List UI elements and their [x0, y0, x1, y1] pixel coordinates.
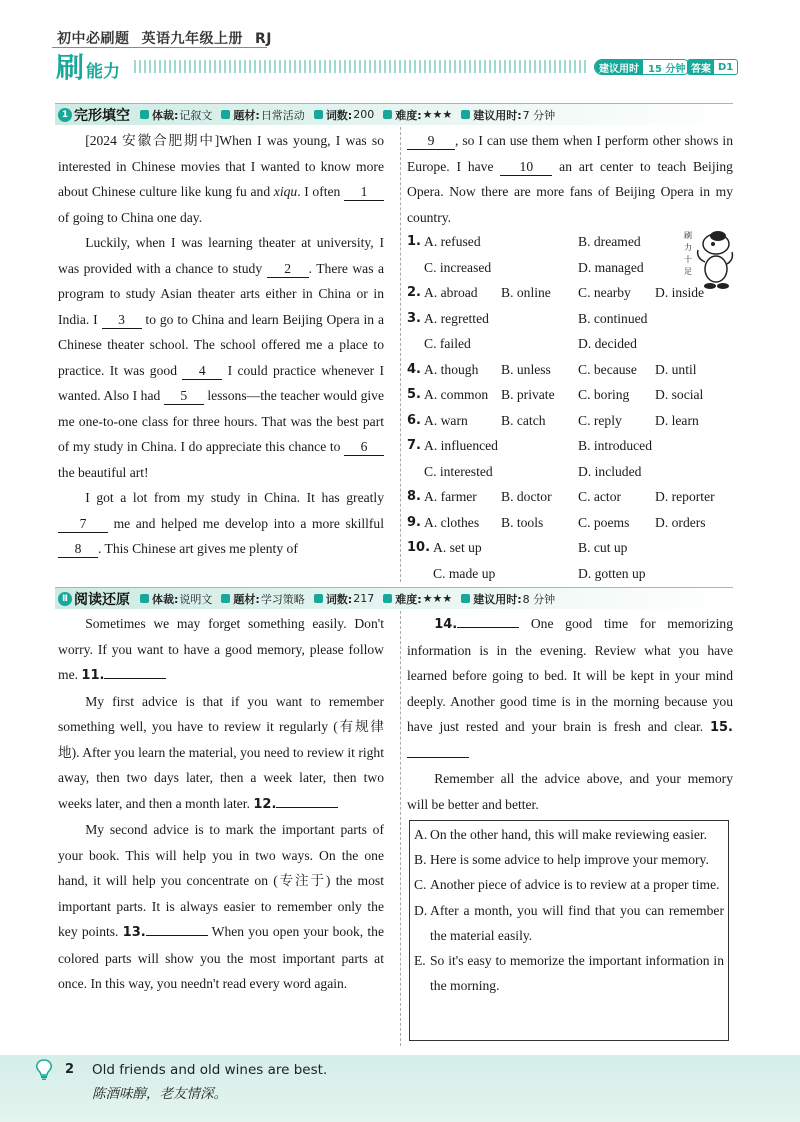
option-row: 7. A. influenced B. introduced: [407, 433, 737, 459]
option-a[interactable]: A. regretted: [424, 310, 489, 326]
paragraph: [2024 安徽合肥期中]When I was young, I was so interested in Chinese movies that I wanted to know more about Chinese culture like kung fu and xiqu. I often 1 of going to China one day.: [58, 133, 385, 225]
option-d[interactable]: D. reporter: [655, 489, 715, 504]
option-a[interactable]: A. abroad: [424, 285, 478, 300]
topic-value: 学习策略: [260, 592, 305, 606]
reading-passage-right: [407, 611, 733, 817]
option-row: [407, 561, 737, 587]
question-14-number: 14.: [434, 617, 458, 632]
section-title: 完形填空: [74, 107, 130, 124]
option-a[interactable]: A. common: [424, 387, 489, 402]
time-value: 7 分钟: [522, 108, 556, 122]
edition-tag: RJ: [255, 31, 272, 47]
blank-12[interactable]: [276, 807, 338, 808]
paragraph: Luckily, when I was learning theater at university, I was provided with a chance to study 2 . There was a program to study Asian theater arts either in China or in India. I 3 to go to China and learn Beijing Opera in a Chinese theater school. The school offered me a place to practice. It was good 4 I could practice whenever I wanted. Also I had 5 lessons—the teacher would give me one-to-one class for three hours. That was the best part of my study in China. I do appreciate this chance to 6 the beautiful art!: [58, 235, 384, 480]
option-a[interactable]: A. refused: [424, 234, 481, 249]
section-number: Ⅱ: [58, 592, 72, 606]
blank-2[interactable]: 2: [267, 260, 309, 278]
difficulty-icon: [383, 594, 392, 603]
svg-text:力: 力: [684, 243, 692, 252]
option-b[interactable]: B. unless: [501, 361, 551, 377]
blank-10[interactable]: 10: [500, 158, 552, 176]
blank-13[interactable]: [146, 935, 208, 936]
option-d[interactable]: D. until: [655, 361, 697, 377]
option-d[interactable]: D. included: [578, 463, 642, 479]
question-11-number: 11.: [81, 668, 105, 683]
decorative-hatch: [134, 60, 586, 73]
word-count-icon: [314, 110, 323, 119]
section-bar-reading: Ⅱ 阅读还原 体裁: 说明文 题材: 学习策略 词数: 217 难度: ★★★ 建议用时: 8 分钟: [55, 587, 733, 609]
option-row: 9. A. clothes B. tools C. poems D. orders: [407, 510, 737, 536]
mascot-text: 刷: [684, 231, 692, 240]
word-count-value: 217: [353, 592, 375, 605]
option-d[interactable]: D. orders: [655, 514, 706, 530]
section-number: 1: [58, 108, 72, 122]
blank-3[interactable]: 3: [102, 311, 142, 329]
option-b[interactable]: B. introduced: [578, 438, 652, 453]
option-c[interactable]: C. failed: [424, 336, 471, 351]
option-item-e[interactable]: E. So it's easy to memorize the important information in the morning.: [414, 953, 724, 994]
brand-logo: [56, 53, 120, 83]
blank-9[interactable]: 9: [407, 132, 455, 150]
option-c[interactable]: C. because: [578, 361, 637, 377]
genre-value: 记叙文: [179, 108, 213, 122]
blank-15[interactable]: [407, 757, 469, 758]
mascot-icon: [680, 224, 736, 294]
proverb-chinese: 陈酒味醇，老友情深。: [92, 1086, 227, 1102]
option-row: 4. A. though B. unless C. because D. until: [407, 357, 737, 383]
paragraph: Remember all the advice above, and your memory will be better and better.: [407, 771, 733, 812]
paragraph: My first advice is that if you want to remember something well, you have to review it regularly (有规律地). After you learn the material, you need to review it right away, then two days later, then a week later, then two weeks later, and then a month later. 12.: [58, 693, 384, 812]
genre-icon: [140, 110, 149, 119]
paragraph: Sometimes we may forget something easily. Don't worry. If you want to have a good memory, please follow me. 11.: [58, 616, 384, 683]
option-b[interactable]: B. private: [501, 387, 555, 402]
option-b[interactable]: B. online: [501, 285, 551, 300]
option-a[interactable]: A. though: [424, 361, 479, 377]
cloze-passage-left: [58, 128, 384, 562]
option-c[interactable]: C. reply: [578, 412, 622, 428]
option-row: 10. A. set up B. cut up: [407, 535, 737, 561]
option-item-c[interactable]: C. Another piece of advice is to review at a proper time.: [414, 877, 720, 893]
option-row: 8. A. farmer B. doctor C. actor D. reporter: [407, 484, 737, 510]
difficulty-stars: ★★★: [422, 592, 453, 605]
answer-label: 答案: [688, 60, 714, 74]
time-value: 8 分钟: [522, 592, 556, 606]
option-a[interactable]: A. warn: [424, 412, 468, 428]
option-d[interactable]: D. social: [655, 387, 704, 402]
answer-badge: [687, 59, 738, 75]
difficulty-icon: [383, 110, 392, 119]
paragraph: My second advice is to mark the important parts of your book. This will help you in two ways. On the one hand, it will help you concentrate on (专注于) the most important parts. It is always easier to remember only the key points. 13. When you open your book, the colored parts will show you the most important parts at once. In this way, you needn't read every word again.: [58, 822, 384, 991]
blank-8[interactable]: 8: [58, 540, 98, 558]
option-row: 5. A. common B. private C. boring D. social: [407, 382, 737, 408]
series-name: 初中必刷题: [57, 31, 130, 47]
column-divider: [400, 127, 401, 582]
option-row: 6. A. warn B. catch C. reply D. learn: [407, 408, 737, 434]
option-row: [407, 331, 737, 357]
option-row: 3. A. regretted B. continued: [407, 306, 737, 332]
option-d[interactable]: D. inside: [655, 285, 705, 300]
option-row: 2. A. abroad B. online C. nearby D. inside: [407, 280, 737, 306]
topic-icon: [221, 110, 230, 119]
brand-small-text: 能力: [86, 62, 121, 82]
lightbulb-icon: [34, 1059, 54, 1081]
brand-big-char: 刷: [56, 51, 85, 84]
option-d[interactable]: D. managed: [578, 259, 644, 275]
option-c[interactable]: C. made up: [433, 565, 496, 581]
subject-name: 英语九年级上册: [141, 31, 243, 47]
clock-icon: [461, 110, 470, 119]
reading-options-box: [409, 820, 729, 1041]
suggested-time-value: 15 分钟: [648, 63, 686, 75]
question-13-number: 13.: [122, 925, 146, 940]
option-item-a[interactable]: A. On the other hand, this will make reviewing easier.: [414, 827, 708, 842]
question-12-number: 12.: [253, 796, 277, 812]
difficulty-stars: ★★★: [422, 108, 453, 121]
option-b[interactable]: B. continued: [578, 310, 648, 326]
suggested-time-badge: [594, 59, 691, 75]
question-15-number: 15.: [709, 720, 733, 735]
option-c[interactable]: C. nearby: [578, 285, 631, 300]
option-a[interactable]: A. set up: [433, 540, 482, 555]
option-b[interactable]: B. dreamed: [578, 234, 641, 249]
genre-value: 说明文: [179, 592, 213, 606]
book-title: [57, 28, 284, 48]
option-a[interactable]: A. farmer: [424, 489, 477, 504]
svg-text:十: 十: [684, 255, 692, 264]
blank-5[interactable]: 5: [164, 387, 204, 405]
header-rule: [52, 47, 267, 48]
cloze-passage-right: [407, 128, 733, 230]
blank-14[interactable]: [457, 627, 519, 628]
blank-7[interactable]: 7: [58, 515, 108, 533]
option-item-d[interactable]: D. After a month, you will find that you can remember the material easily.: [414, 902, 724, 943]
option-d[interactable]: D. gotten up: [578, 565, 646, 581]
source-tag: [2024 安徽合肥期中]: [85, 133, 220, 148]
topic-value: 日常活动: [260, 108, 305, 122]
blank-4[interactable]: 4: [182, 362, 222, 380]
column-divider: [400, 611, 401, 1046]
blank-11[interactable]: [104, 678, 166, 679]
option-b[interactable]: B. cut up: [578, 540, 628, 555]
option-row: 1. A. refused B. dreamed: [407, 229, 737, 255]
paragraph: 9 , so I can use them when I perform other shows in Europe. I have 10 an art center to teach Beijing Opera. Now there are more fans of Beijing Opera in my country.: [407, 133, 733, 225]
option-c[interactable]: C. actor: [578, 489, 622, 504]
suggested-time-label: 建议用时: [595, 60, 643, 74]
paragraph: 14. One good time for memorizing information is in the evening. Review what you have learned before going to bed. It will be kept in your mind deeply. Another good time is in the morning because you have just rested and your brain is fresh and clear. 15.: [407, 611, 733, 766]
topic-icon: [221, 594, 230, 603]
option-c[interactable]: C. interested: [424, 463, 493, 479]
page-number: 2: [65, 1062, 75, 1077]
option-d[interactable]: D. learn: [655, 412, 699, 428]
svg-text:足: 足: [684, 267, 692, 276]
option-d[interactable]: D. decided: [578, 336, 637, 351]
blank-1[interactable]: 1: [344, 183, 384, 201]
option-b[interactable]: B. doctor: [501, 489, 552, 504]
clock-icon: [461, 594, 470, 603]
word-count-value: 200: [353, 108, 375, 121]
option-item-b[interactable]: B. Here is some advice to help improve your memory.: [414, 852, 709, 868]
option-b[interactable]: B. tools: [501, 514, 544, 530]
option-row: [407, 459, 737, 485]
paragraph: I got a lot from my study in China. It has greatly 7 me and helped me develop into a more skillful 8 . This Chinese art gives me plenty of: [58, 485, 384, 562]
section-title: 阅读还原: [74, 591, 130, 608]
option-c[interactable]: C. boring: [578, 387, 630, 402]
section-bar-cloze: 1 完形填空 体裁: 记叙文 题材: 日常活动 词数: 200 难度: ★★★ 建议用时: 7 分钟: [55, 103, 733, 125]
answer-page: D1: [718, 61, 734, 73]
option-c[interactable]: C. poems: [578, 514, 630, 530]
word-count-icon: [314, 594, 323, 603]
option-c[interactable]: C. increased: [424, 259, 492, 275]
blank-6[interactable]: 6: [344, 438, 384, 456]
option-a[interactable]: A. clothes: [424, 514, 480, 530]
genre-icon: [140, 594, 149, 603]
option-b[interactable]: B. catch: [501, 412, 546, 428]
proverb-english: Old friends and old wines are best.: [92, 1062, 328, 1078]
option-a[interactable]: A. influenced: [424, 438, 498, 453]
reading-passage-left: [58, 611, 384, 997]
